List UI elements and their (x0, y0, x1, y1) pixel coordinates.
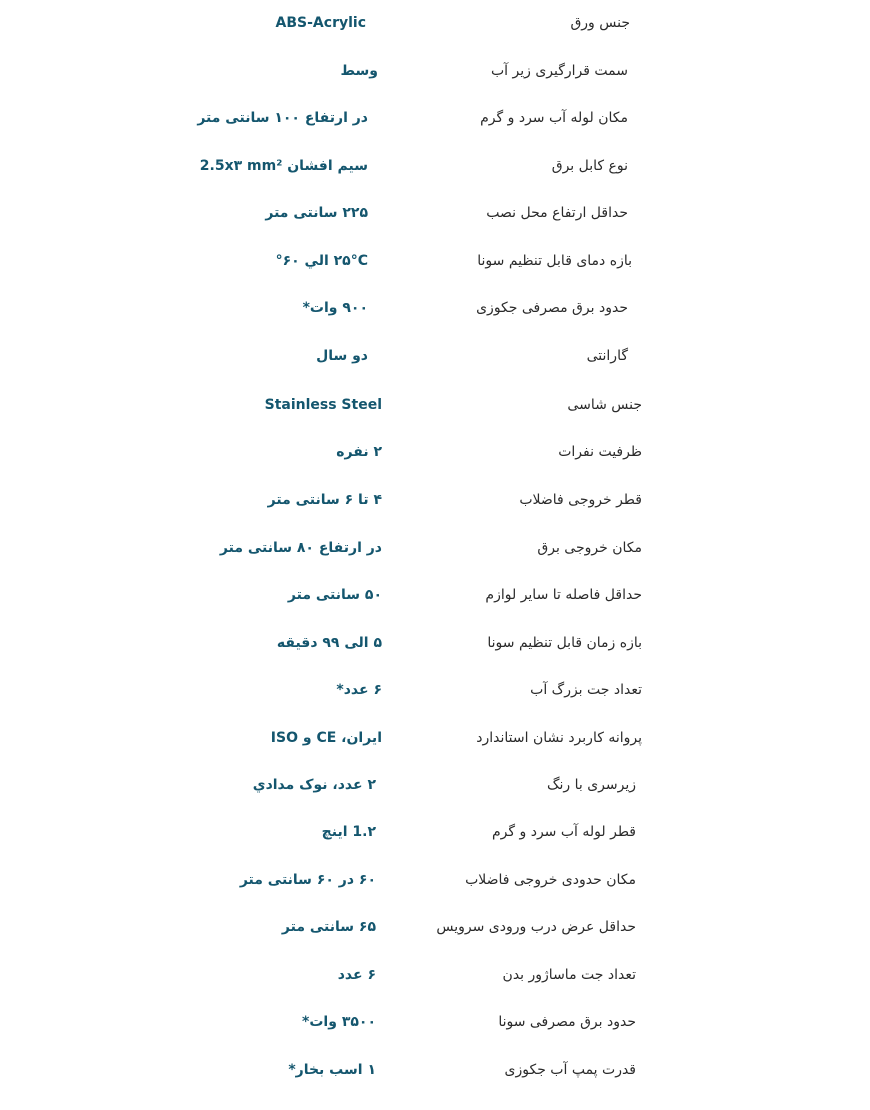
spec-label: قدرت پمپ آب جکوزی (504, 1062, 636, 1078)
spec-row (0, 385, 870, 425)
spec-value: ۶ عدد* (336, 682, 382, 698)
spec-row (0, 3, 870, 43)
spec-row (0, 336, 870, 376)
spec-row (0, 860, 870, 900)
spec-value: ۴ تا ۶ سانتی متر (267, 492, 382, 508)
spec-label: تعداد جت بزرگ آب (530, 682, 642, 698)
spec-row (0, 1002, 870, 1042)
spec-value: سیم افشان 2.5x۳ mm² (199, 158, 368, 174)
spec-value: ۱ اسب بخار* (288, 1062, 376, 1078)
spec-value: ABS-Acrylic (275, 15, 366, 31)
spec-row (0, 718, 870, 758)
spec-row (0, 907, 870, 947)
spec-row (0, 670, 870, 710)
spec-label: حداقل فاصله تا سایر لوازم (485, 587, 642, 603)
spec-label: قطر خروجی فاضلاب (519, 492, 642, 508)
spec-row (0, 51, 870, 91)
spec-value: ۳۵۰۰ وات* (302, 1014, 376, 1030)
spec-row (0, 146, 870, 186)
spec-value: وسط (340, 63, 378, 79)
spec-value: در ارتفاع ۱۰۰ سانتی متر (197, 110, 368, 126)
spec-value: ۲ عدد، نوک مدادي (252, 777, 376, 793)
spec-value: ۲ نفره (336, 444, 382, 460)
spec-label: زیرسری با رنگ (546, 777, 636, 793)
spec-row (0, 1050, 870, 1090)
spec-value: در ارتفاع ۸۰ سانتی متر (219, 540, 382, 556)
spec-row (0, 480, 870, 520)
spec-label: نوع کابل برق (551, 158, 628, 174)
spec-row (0, 241, 870, 281)
spec-row (0, 193, 870, 233)
spec-label: حدود برق مصرفی سونا (498, 1014, 636, 1030)
spec-value: ۹۰۰ وات* (302, 300, 368, 316)
spec-label: حداقل عرض درب ورودی سرویس (436, 919, 636, 935)
spec-row (0, 288, 870, 328)
spec-value: 1.۲ اینچ (321, 824, 376, 840)
spec-label: بازه دمای قابل تنظیم سونا (477, 253, 632, 269)
spec-value: دو سال (316, 348, 368, 364)
spec-label: جنس شاسی (567, 397, 642, 413)
spec-value: ۶ عدد (337, 967, 376, 983)
spec-value: ۶۰ در ۶۰ سانتی متر (239, 872, 376, 888)
spec-row (0, 623, 870, 663)
spec-label: پروانه کاربرد نشان استاندارد (476, 730, 642, 746)
spec-value: ۵ الی ۹۹ دقیقه (276, 635, 382, 651)
spec-label: تعداد جت ماساژور بدن (502, 967, 636, 983)
spec-label: مکان حدودی خروجی فاضلاب (465, 872, 636, 888)
spec-value: ۵۰ سانتی متر (287, 587, 382, 603)
spec-value: Stainless Steel (264, 397, 382, 413)
spec-row (0, 528, 870, 568)
spec-label: گارانتی (586, 348, 628, 364)
spec-label: حداقل ارتفاع محل نصب (486, 205, 628, 221)
spec-row (0, 955, 870, 995)
spec-value: ۶۵ سانتی متر (281, 919, 376, 935)
spec-label: حدود برق مصرفی جکوزی (476, 300, 628, 316)
spec-label: مکان لوله آب سرد و گرم (480, 110, 628, 126)
spec-row (0, 575, 870, 615)
spec-label: سمت قرارگیری زیر آب (490, 63, 628, 79)
spec-label: ظرفیت نفرات (558, 444, 642, 460)
spec-label: قطر لوله آب سرد و گرم (492, 824, 636, 840)
spec-row (0, 765, 870, 805)
spec-label: بازه زمان قابل تنظیم سونا (487, 635, 642, 651)
spec-value: ایران، CE و ISO (270, 730, 382, 746)
spec-row (0, 812, 870, 852)
spec-label: مکان خروجی برق (537, 540, 642, 556)
spec-row (0, 98, 870, 138)
spec-value: ۲۲۵ سانتی متر (265, 205, 368, 221)
spec-row (0, 432, 870, 472)
spec-label: جنس ورق (570, 15, 630, 31)
spec-value: ۲۵°C الي ۶۰° (275, 253, 368, 269)
